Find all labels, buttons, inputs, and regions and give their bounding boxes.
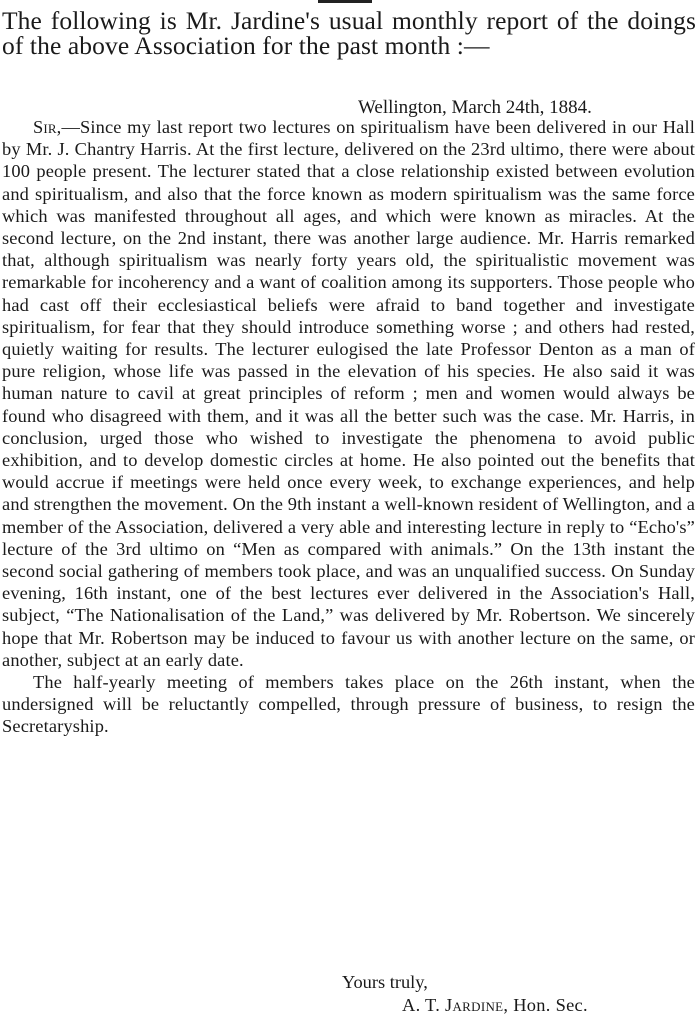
salutation: Sir, <box>33 117 62 137</box>
signature-initials: A. T. <box>402 995 441 1015</box>
letter-signature <box>402 994 588 1016</box>
letter-body <box>2 116 695 738</box>
report-heading: The following is Mr. Jardine's usual monthly report of the doings of the above Association for the past month :— <box>2 6 696 60</box>
letter-paragraph-2: The half-yearly meeting of members takes place on the 26th instant, when the undersigned will be reluctantly compelled, through pressure of business, to resign the Secretaryship. <box>2 672 695 737</box>
letter-paragraph-1 <box>2 116 695 671</box>
letter-closing: Yours truly, <box>342 972 428 992</box>
letter-dateline: Wellington, March 24th, 1884. <box>358 97 592 118</box>
column-rule <box>318 0 372 3</box>
paragraph-1-text: —Since my last report two lectures on spiritualism have been delivered in our Hall by Mr. J. Chantry Harris. At the first lecture, delivered on the 23rd ultimo, there were about 100 people present. The lecturer stated that a close relationship existed between evolution and spiritualism, and also that the force known as modern spiritualism was the same force which was manifested throughout all ages, and which were known as miracles. At the second lecture, on the 2nd instant, there was another large audience. Mr. Harris remarked that, although spiritualism was nearly forty years old, the spiritualistic movement was remarkable for incoherency and a want of coalition among its supporters. Those people who had cast off their ecclesiastical beliefs were afraid to band together and investigate spiritualism, for fear that they should introduce something worse ; and others had rested, quietly waiting for results. The lecturer eulogised the late Professor Denton as a man of pure religion, whose life was passed in the elevation of his species. He also said it was human nature to cavil at great principles of reform ; men and women would always be found who disagreed with them, and it was all the better such was the case. Mr. Harris, in conclusion, urged those who wished to investigate the phenomena to avoid public exhibition, and to develop domestic circles at home. He also pointed out the benefits that would accrue if meetings were held once every week, to exchange experiences, and help and strengthen the movement. On the 9th instant a well-known resident of Wellington, and a member of the Association, delivered a very able and interesting lecture in reply to “Echo's” lecture of the 3rd ultimo on “Men as compared with animals.” On the 13th instant the second social gathering of members took place, and was an unqualified success. On Sunday evening, 16th instant, one of the best lectures ever delivered in the Association's Hall, subject, “The Nationalisation of the Land,” was delivered by Mr. Robertson. We sincerely hope that Mr. Robertson may be induced to favour us with another lecture on the same, or another, subject at an early date. <box>2 117 696 670</box>
signature-title: , Hon. Sec. <box>503 995 588 1015</box>
signature-name: Jardine <box>445 995 504 1015</box>
